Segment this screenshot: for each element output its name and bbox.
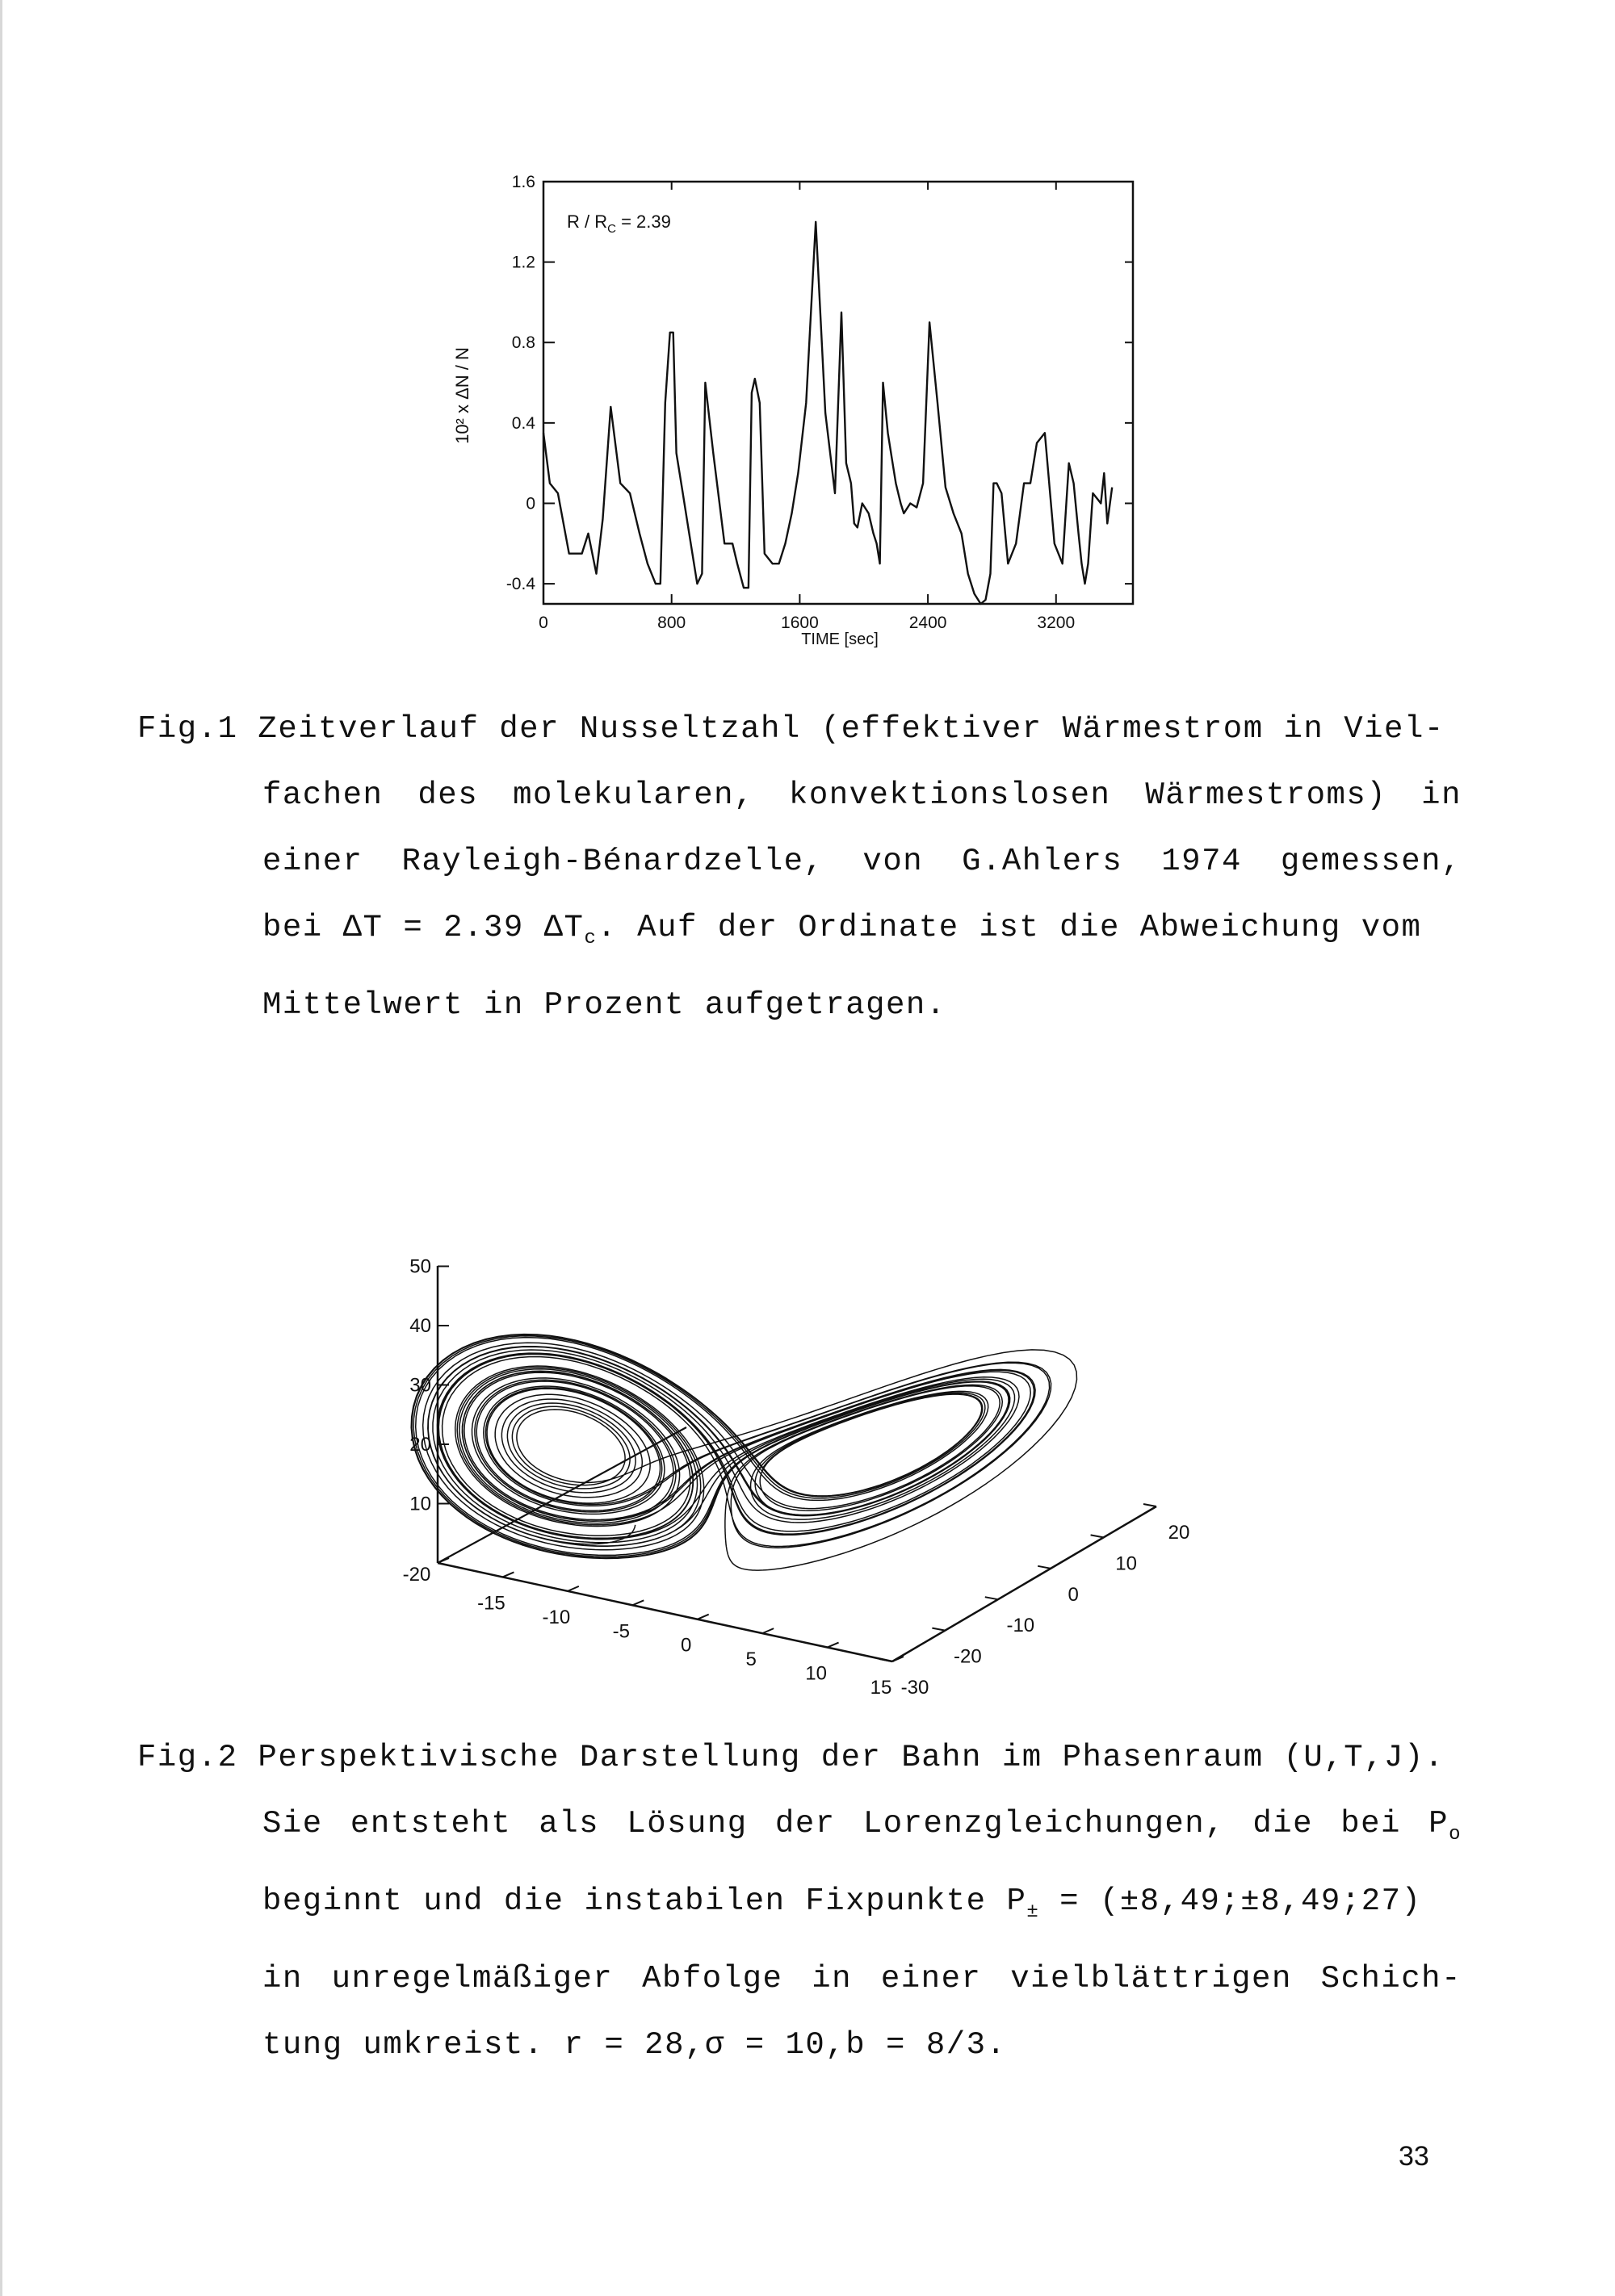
fig2-caption-line: Fig.2 Perspektivische Darstellung der Bahn im Phasenraum (U,T,J). — [137, 1740, 1445, 1775]
fig2-y-tick-label: 10 — [1115, 1552, 1137, 1575]
fig2-y-tick-label: -10 — [1006, 1615, 1035, 1637]
fig2-x-tick-label: 15 — [870, 1677, 892, 1699]
fig2-caption-subscript: o — [1449, 1823, 1462, 1846]
fig1-caption-subscript: c — [584, 927, 598, 949]
fig1-y-tick-label: 0 — [526, 494, 535, 513]
fig2-x-tick — [762, 1628, 774, 1633]
fig1-series-line — [543, 222, 1112, 604]
fig1-x-tick-label: 2400 — [908, 614, 947, 632]
fig1-caption-line: Fig.1 Zeitverlauf der Nusseltzahl (effektiver Wärmestrom in Viel- — [137, 711, 1445, 747]
fig1-y-tick-label: 1.2 — [511, 253, 535, 272]
fig2-x-tick — [828, 1643, 839, 1648]
fig2-caption — [137, 1724, 1462, 2078]
fig2-x-axis — [438, 1563, 892, 1661]
fig2-y-tick — [1143, 1504, 1156, 1506]
fig1-caption-line: einer Rayleigh-Bénardzelle, von G.Ahlers 1974 gemessen, — [262, 844, 1462, 879]
fig2-caption-line-part: = (±8,49;±8,49;27) — [1039, 1883, 1422, 1919]
fig1-caption — [137, 696, 1462, 1038]
fig2-y-axis — [892, 1506, 1156, 1661]
fig1-caption-line: fachen des molekularen, konvektionslosen Wärmestroms) in — [262, 777, 1462, 813]
fig2-caption-subscript: ± — [1026, 1900, 1040, 1923]
fig2-y-tick — [1038, 1566, 1051, 1569]
fig1-y-tick-label: 0.8 — [511, 333, 535, 353]
fig2-x-tick-label: -15 — [477, 1592, 505, 1615]
fig2-caption-line — [137, 1791, 1462, 1868]
fig2-x-tick — [502, 1572, 514, 1577]
page-number: 33 — [1399, 2141, 1429, 2172]
fig2-caption-line — [137, 1868, 1462, 1946]
fig2-caption-line: tung umkreist. r = 28,σ = 10,b = 8/3. — [262, 2026, 1007, 2063]
fig2-y-tick — [932, 1628, 945, 1631]
fig2-x-tick-label: -5 — [612, 1620, 630, 1643]
fig1-x-axis-label: TIME [sec] — [801, 631, 879, 648]
fig2-z-tick-label: 20 — [409, 1434, 431, 1456]
fig1-y-tick-label: -0.4 — [505, 575, 535, 594]
fig2-x-tick-label: 5 — [745, 1649, 757, 1671]
fig2-x-tick-label: 10 — [805, 1662, 827, 1685]
fig2-y-tick-label: -20 — [954, 1645, 982, 1668]
fig2-y-tick — [985, 1597, 998, 1599]
fig2-z-tick-label: 10 — [409, 1493, 431, 1515]
fig1-x-tick-label: 1600 — [781, 614, 819, 632]
fig2-x-tick — [438, 1558, 449, 1563]
fig1-caption-line-part: bei ΔT = 2.39 ΔT — [262, 910, 585, 945]
fig2-chart — [388, 1179, 1244, 1699]
fig2-x-tick — [698, 1615, 709, 1619]
fig1-chart — [436, 161, 1163, 678]
fig1-y-tick-label: 1.6 — [511, 173, 535, 191]
fig2-x-tick — [632, 1600, 644, 1605]
fig2-caption-line-part: beginnt und die instabilen Fixpunkte P — [262, 1883, 1027, 1919]
fig2-x-tick — [568, 1586, 579, 1591]
fig2-y-tick-label: 20 — [1168, 1522, 1190, 1544]
fig2-y-tick-label: -30 — [900, 1677, 929, 1699]
fig1-caption-line: Mittelwert in Prozent aufgetragen. — [262, 987, 946, 1023]
fig2-x-tick-label: -20 — [402, 1564, 431, 1586]
fig2-x-tick-label: -10 — [542, 1606, 571, 1628]
fig1-caption-line — [137, 895, 1462, 972]
fig2-y-tick-label: 0 — [1068, 1583, 1079, 1606]
scan-edge — [0, 0, 2, 2296]
fig2-z-tick-label: 40 — [409, 1315, 431, 1337]
fig2-z-tick-label: 50 — [409, 1255, 431, 1278]
fig2-z-tick-label: 30 — [409, 1374, 431, 1397]
fig1-annotation: $R / R_C = 2.39$ — [567, 212, 671, 236]
fig1-x-tick-label: 800 — [657, 614, 686, 632]
fig1-caption-line-part: . Auf der Ordinate ist die Abweichung vom — [597, 910, 1422, 945]
fig2-attractor-trajectory — [411, 1334, 1076, 1571]
fig1-y-tick-label: 0.4 — [511, 413, 535, 433]
fig1-y-axis-label: 10² x ΔN / N — [452, 347, 472, 444]
fig1-x-tick-label: 0 — [539, 614, 548, 632]
fig1-x-tick-label: 3200 — [1037, 614, 1076, 632]
fig2-y-tick — [1091, 1535, 1104, 1537]
fig2-caption-line-part: Sie entsteht als Lösung der Lorenzgleichungen, die bei P — [262, 1806, 1449, 1841]
fig2-caption-line: in unregelmäßiger Abfolge in einer vielblättrigen Schich- — [262, 1960, 1462, 1996]
fig2-x-tick-label: 0 — [681, 1634, 692, 1657]
